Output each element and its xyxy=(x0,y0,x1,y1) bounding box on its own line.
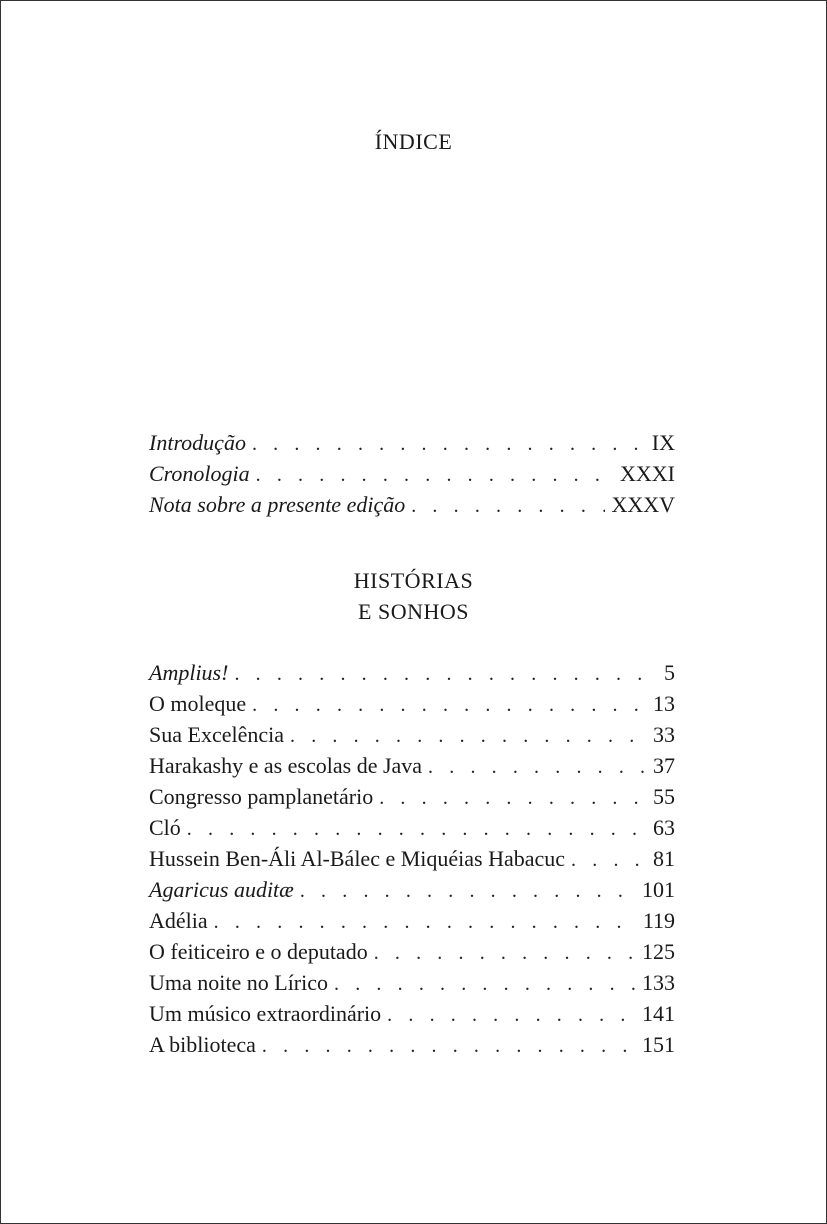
toc-entry-page: 125 xyxy=(642,939,675,964)
toc-entry-page: 37 xyxy=(653,753,675,778)
dot-leader xyxy=(374,938,636,969)
toc-entry[interactable] xyxy=(149,1029,675,1060)
toc-entry-title: Hussein Ben-Áli Al-Bálec e Miquéias Habacuc xyxy=(149,846,566,871)
toc-entry-title: Harakashy e as escolas de Java xyxy=(149,753,423,778)
dot-leader xyxy=(252,429,646,460)
toc-entry-title: Congresso pamplanetário xyxy=(149,784,374,809)
toc-entry[interactable] xyxy=(149,905,675,936)
toc-entry-title: O feiticeiro e o deputado xyxy=(149,939,368,964)
toc-entry-title: Amplius! xyxy=(149,660,229,685)
toc-entry-page: 13 xyxy=(653,691,675,716)
toc-entry[interactable] xyxy=(149,843,675,874)
dot-leader xyxy=(411,491,605,522)
toc-entry-title: Uma noite no Lírico xyxy=(149,970,329,995)
toc-entry-page: 141 xyxy=(642,1001,675,1026)
toc-entry-page: 151 xyxy=(642,1032,675,1057)
dot-leader xyxy=(262,1031,636,1062)
toc-entry-page: 55 xyxy=(653,784,675,809)
toc-entry[interactable] xyxy=(149,489,675,520)
toc-entry-page: XXXI xyxy=(620,461,675,486)
toc-entry-page: 33 xyxy=(653,722,675,747)
toc-entry-page: 133 xyxy=(642,970,675,995)
dot-leader xyxy=(571,845,647,876)
toc-entry-page: 119 xyxy=(642,908,675,933)
front-matter-list xyxy=(149,427,675,520)
toc-entry-title: O moleque xyxy=(149,691,247,716)
toc-entry[interactable] xyxy=(149,750,675,781)
toc-entry[interactable] xyxy=(149,688,675,719)
toc-entry-title: Um músico extraordinário xyxy=(149,1001,382,1026)
dot-leader xyxy=(290,721,647,752)
toc-entry-title: Introdução xyxy=(149,430,246,455)
dot-leader xyxy=(256,460,614,491)
toc-entry[interactable] xyxy=(149,427,675,458)
toc-entry[interactable] xyxy=(149,874,675,905)
section-heading-line1: HISTÓRIAS xyxy=(353,568,474,593)
toc-entry-title: Agaricus auditæ xyxy=(149,877,294,902)
toc-entry-title: Cronologia xyxy=(149,461,250,486)
stories-list xyxy=(149,657,675,1060)
dot-leader xyxy=(387,1000,636,1031)
toc-entry-title: Cló xyxy=(149,815,181,840)
toc-entry-title: A biblioteca xyxy=(149,1032,256,1057)
toc-entry[interactable] xyxy=(149,812,675,843)
toc-entry[interactable] xyxy=(149,719,675,750)
toc-entry[interactable] xyxy=(149,781,675,812)
dot-leader xyxy=(428,752,647,783)
dot-leader xyxy=(214,907,637,938)
toc-entry[interactable] xyxy=(149,998,675,1029)
toc-entry-title: Adélia xyxy=(149,908,208,933)
toc-entry-title: Sua Excelência xyxy=(149,722,284,747)
page-title: ÍNDICE xyxy=(374,129,453,154)
toc-entry-page: IX xyxy=(651,430,675,455)
dot-leader xyxy=(334,969,636,1000)
toc-entry-page: XXXV xyxy=(611,492,675,517)
dot-leader xyxy=(234,659,658,690)
dot-leader xyxy=(379,783,647,814)
toc-entry[interactable] xyxy=(149,936,675,967)
toc-entry-page: 63 xyxy=(653,815,675,840)
dot-leader xyxy=(187,814,647,845)
dot-leader xyxy=(252,690,647,721)
toc-entry-page: 5 xyxy=(664,660,675,685)
dot-leader xyxy=(300,876,636,907)
toc-entry[interactable] xyxy=(149,967,675,998)
toc-entry-page: 81 xyxy=(653,846,675,871)
toc-entry[interactable] xyxy=(149,657,675,688)
section-heading-line2: E SONHOS xyxy=(358,599,469,624)
toc-entry-page: 101 xyxy=(642,877,675,902)
toc-entry-title: Nota sobre a presente edição xyxy=(149,492,406,517)
section-heading xyxy=(0,565,827,627)
toc-entry[interactable] xyxy=(149,458,675,489)
